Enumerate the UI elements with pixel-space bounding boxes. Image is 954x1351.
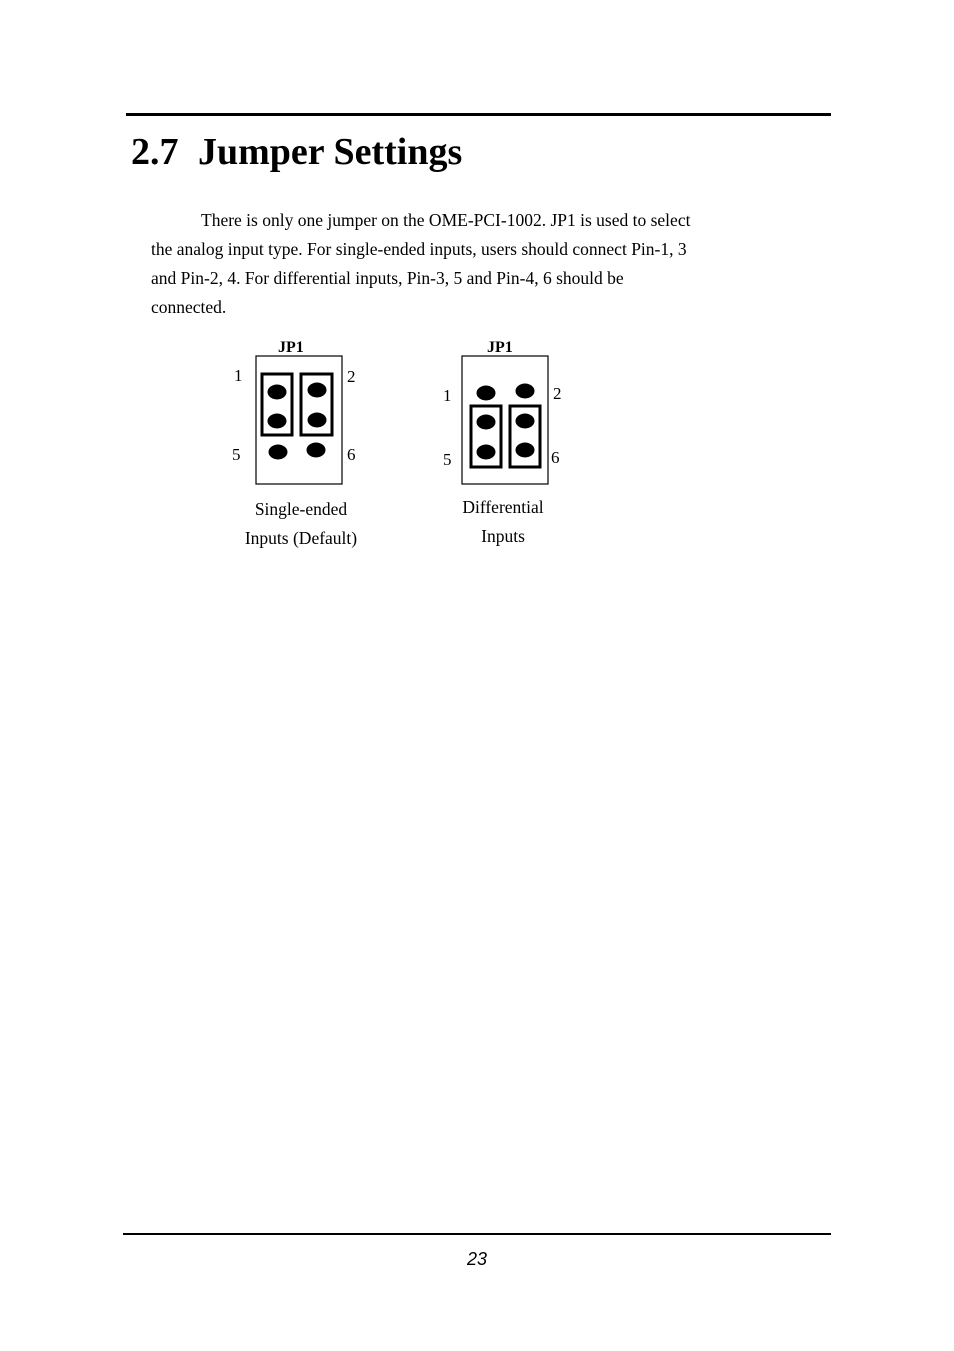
section-title: Jumper Settings (198, 131, 463, 173)
single-ended-pin-6: 6 (347, 445, 356, 464)
differential-pin-dot-4 (516, 414, 535, 429)
single-ended-jp-label: JP1 (278, 339, 304, 356)
page-number: 23 (466, 1249, 488, 1269)
single-ended-caption-line-1: Single-ended (254, 499, 348, 519)
differential-pin-5: 5 (443, 450, 452, 469)
single-ended-pin-5: 5 (232, 445, 241, 464)
differential-caption-line-2: Inputs (481, 526, 525, 546)
single-ended-pin-1: 1 (234, 366, 243, 385)
differential-header-outline (462, 356, 548, 484)
paragraph-line-2: the analog input type. For single-ended inputs, users should connect Pin-1, 3 (151, 239, 687, 259)
differential-pin-dot-2 (516, 384, 535, 399)
differential-pin-6: 6 (551, 448, 560, 467)
paragraph-line-4: connected. (151, 297, 227, 317)
differential-pin-1: 1 (443, 386, 452, 405)
differential-pin-dot-1 (477, 386, 496, 401)
single-ended-pin-2: 2 (347, 367, 356, 386)
paragraph-line-3: and Pin-2, 4. For differential inputs, Pin-3, 5 and Pin-4, 6 should be (151, 268, 624, 288)
paragraph-line-1: There is only one jumper on the OME-PCI-1002. JP1 is used to select (201, 210, 691, 230)
differential-pin-2: 2 (553, 384, 562, 403)
differential-jp-label: JP1 (487, 339, 513, 356)
single-ended-caption-line-2: Inputs (Default) (244, 528, 358, 548)
differential-pin-dot-5 (477, 445, 496, 460)
footer-rule (123, 1233, 831, 1235)
differential-pin-dot-6 (516, 443, 535, 458)
differential-pin-dot-3 (477, 415, 496, 430)
section-number: 2.7 (131, 131, 179, 173)
differential-caption-line-1: Differential (462, 497, 544, 517)
